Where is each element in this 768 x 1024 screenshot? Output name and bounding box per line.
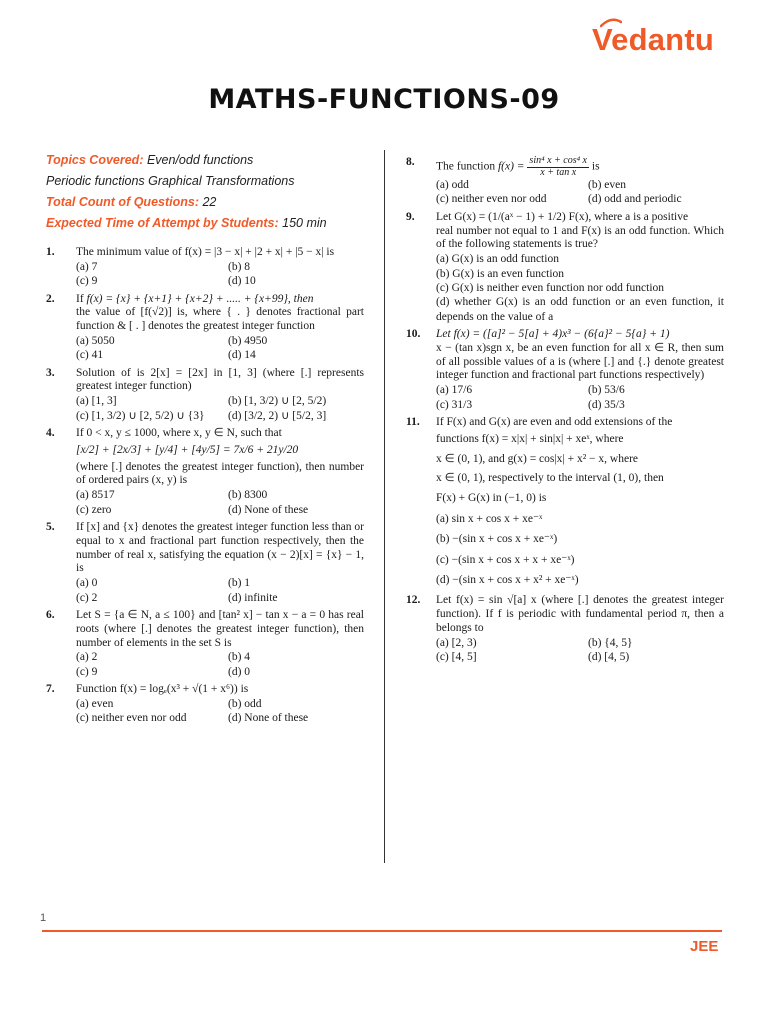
option[interactable]: (d) 10 — [228, 275, 256, 288]
question-7: 7. Function f(x) = logₑ(x³ + √(1 + x⁶)) is (a) even (b) odd (c) neither even nor odd (d) None of these — [46, 683, 364, 726]
options — [436, 178, 724, 207]
column-divider — [384, 150, 385, 863]
option[interactable]: (b) even — [588, 179, 626, 191]
option[interactable]: (c) [1, 3/2) ∪ [2, 5/2) ∪ {3} — [76, 409, 205, 422]
logo-text: Vedantu — [592, 22, 714, 57]
option[interactable]: (b) {4, 5} — [588, 636, 633, 649]
option[interactable]: (a) even — [76, 697, 114, 710]
option[interactable]: (d) whether G(x) is an odd function or an even function, it depends on the value of a — [436, 296, 724, 323]
options — [436, 636, 724, 665]
option[interactable]: (b) −(sin x + cos x + xe⁻ˣ) — [436, 533, 558, 546]
option[interactable]: (a) 2 — [76, 651, 98, 664]
time-line: Expected Time of Attempt by Students: 150 min — [46, 216, 327, 230]
question-2: 2. If f(x) = {x} + {x+1} + {x+2} + ..... + {x+99}, then the value of [f(√2)] is, where { . } denotes fractional part function & [ . ] denotes the greatest integer function (a) 5050 (b) 4950 (c) 41 (d) 14 — [46, 292, 364, 362]
page-title: MATHS-FUNCTIONS-09 — [208, 84, 560, 115]
option[interactable]: (a) [2, 3) — [436, 636, 477, 649]
vedantu-logo — [592, 22, 714, 58]
option[interactable]: (b) 4 — [228, 651, 251, 664]
topics-line-2: Periodic functions Graphical Transformations — [46, 174, 295, 188]
options — [76, 488, 364, 517]
right-column — [406, 156, 724, 669]
option[interactable]: (c) neither even nor odd — [76, 712, 187, 725]
question-4: 4. If 0 < x, y ≤ 1000, where x, y ∈ N, such that [x/2] + [2x/3] + [y/4] + [4y/5] = 7x/6 + 21y/20 (where [.] denotes the greatest integer function), then number of ordered pairs (x, y) is (a) 8517 (b) 8300 (c) zero (d) None of these — [46, 427, 364, 516]
option[interactable]: (d) 14 — [228, 349, 256, 362]
option[interactable]: (b) 8300 — [228, 489, 268, 502]
footer-rule — [42, 930, 722, 932]
option[interactable]: (b) [1, 3/2) ∪ [2, 5/2) — [228, 395, 327, 408]
question-12: 12. Let f(x) = sin √[a] x (where [.] denotes the greatest integer function). If f is periodic with fundamental period π, then a belongs to (a) [2, 3) (b) {4, 5} (c) [4, 5] (d) [4, 5) — [406, 594, 724, 664]
option[interactable]: (b) 4950 — [228, 334, 268, 347]
option[interactable]: (c) [4, 5] — [436, 651, 477, 664]
option[interactable]: (c) −(sin x + cos x + x + xe⁻ˣ) — [436, 553, 575, 566]
options — [76, 260, 364, 289]
question-8: 8. The function f(x) = $\frac{\text{sin⁴ x + cos⁴ x}}{\text{x + tan x}}$ is (a) odd (b) even (c) neither even nor odd (d) odd and periodic — [406, 156, 724, 207]
option[interactable]: (d) [4, 5) — [588, 651, 630, 664]
option[interactable]: (c) G(x) is neither even function nor odd function — [436, 281, 665, 294]
options — [76, 576, 364, 605]
option[interactable]: (d) 35/3 — [588, 398, 625, 411]
option[interactable]: (d) None of these — [228, 712, 309, 725]
option[interactable]: (b) 53/6 — [588, 384, 625, 397]
options — [436, 509, 724, 591]
option[interactable]: (c) 2 — [76, 591, 98, 604]
options — [76, 697, 364, 726]
option[interactable]: (a) 7 — [76, 260, 98, 273]
question-3: 3. Solution of is 2[x] = [2x] in [1, 3] (where [.] represents greatest integer function) (a) [1, 3] (b) [1, 3/2) ∪ [2, 5/2) (c) [1, 3/2) ∪ [2, 5/2) ∪ {3} (d) [3/2, 2) ∪ [5/2, 3] — [46, 366, 364, 422]
option[interactable]: (c) 9 — [76, 665, 98, 678]
options — [76, 650, 364, 679]
option[interactable]: (a) 5050 — [76, 334, 115, 347]
option[interactable]: (d) None of these — [228, 503, 309, 516]
option[interactable]: (d) odd and periodic — [588, 193, 682, 206]
question-10: 10. Let f(x) = ([a]² − 5[a] + 4)x³ − (6{a}² − 5{a} + 1) x − (tan x)sgn x, be an even function for all x ∈ R, then sum of all possible values of a is (where [.] and {.} denote greatest integer function and fractional part functions respectively) (a) 17/6 (b) 53/6 (c) 31/3 (d) 35/3 — [406, 328, 724, 411]
option[interactable]: (a) G(x) is an odd function — [436, 253, 559, 266]
equation: [x/2] + [2x/3] + [y/4] + [4y/5] = 7x/6 + 21y/20 — [76, 443, 299, 456]
meta-block — [46, 150, 364, 234]
option[interactable]: (c) neither even nor odd — [436, 193, 547, 206]
option[interactable]: (b) 1 — [228, 577, 251, 590]
option[interactable]: (b) G(x) is an even function — [436, 267, 565, 280]
question-11: 11. If F(x) and G(x) are even and odd extensions of the functions f(x) = x|x| + sin|x| + xeˣ, where x ∈ (0, 1), and g(x) = cos|x| + x² − x, where x ∈ (0, 1), respectively to the interval (1, 0), then F(x) + G(x) in (−1, 0) is (a) sin x + cos x + xe⁻ˣ (b) −(sin x + cos x + xe⁻ˣ) (c) −(sin x + cos x + x + xe⁻ˣ) (d) −(sin x + cos x + x² + xe⁻ˣ) — [406, 416, 724, 590]
question-6: 6. Let S = {a ∈ N, a ≤ 100} and [tan² x] − tan x − a = 0 has real roots (where [.] denotes the greatest integer function), then number of elements in the set S is (a) 2 (b) 4 (c) 9 (d) 0 — [46, 608, 364, 678]
option[interactable]: (a) odd — [436, 179, 469, 191]
option[interactable]: (c) 41 — [76, 349, 104, 362]
topics-line: Topics Covered: Even/odd functions — [46, 153, 254, 167]
option[interactable]: (d) [3/2, 2) ∪ [5/2, 3] — [228, 409, 327, 422]
option[interactable]: (c) 31/3 — [436, 398, 473, 411]
options — [76, 394, 364, 423]
option[interactable]: (c) zero — [76, 503, 112, 516]
option[interactable]: (c) 9 — [76, 275, 98, 288]
option[interactable]: (a) 17/6 — [436, 384, 473, 397]
options — [76, 334, 364, 363]
option[interactable]: (a) [1, 3] — [76, 395, 117, 408]
fraction: $\frac{\text{sin⁴ x + cos⁴ x}}{\text{x + tan x}}$ — [529, 155, 587, 178]
left-column — [46, 150, 364, 730]
options — [436, 252, 724, 324]
options — [436, 383, 724, 412]
option[interactable]: (b) odd — [228, 697, 262, 710]
page-number: 1 — [40, 912, 47, 924]
logo-swoosh-icon — [600, 18, 622, 28]
exam-label: JEE — [690, 938, 719, 955]
option[interactable]: (d) 0 — [228, 665, 251, 678]
option[interactable]: (d) −(sin x + cos x + x² + xe⁻ˣ) — [436, 574, 579, 587]
option[interactable]: (a) 0 — [76, 577, 98, 590]
question-1: 1. The minimum value of f(x) = |3 − x| + |2 + x| + |5 − x| is (a) 7 (b) 8 (c) 9 (d) 10 — [46, 246, 364, 289]
option[interactable]: (b) 8 — [228, 260, 251, 273]
option[interactable]: (a) sin x + cos x + xe⁻ˣ — [436, 512, 543, 525]
question-5: 5. If [x] and {x} denotes the greatest integer function less than or equal to x and fractional part function respectively, then the number of real x, satisfying the equation (x − 2)[x] = {x} − 1, is (a) 0 (b) 1 (c) 2 (d) infinite — [46, 520, 364, 604]
question-9: 9. Let G(x) = (1/(aˣ − 1) + 1/2) F(x), where a is a positive real number not equal to 1 and F(x) is an odd function. Which of the following statements is true? (a) G(x) is an odd function (b) G(x) is an even function (c) G(x) is neither even function nor odd function (d) whether G(x) is an odd function or an even function, it depends on the value of a — [406, 210, 724, 323]
option[interactable]: (a) 8517 — [76, 489, 115, 502]
count-line: Total Count of Questions: 22 — [46, 195, 217, 209]
option[interactable]: (d) infinite — [228, 591, 278, 604]
